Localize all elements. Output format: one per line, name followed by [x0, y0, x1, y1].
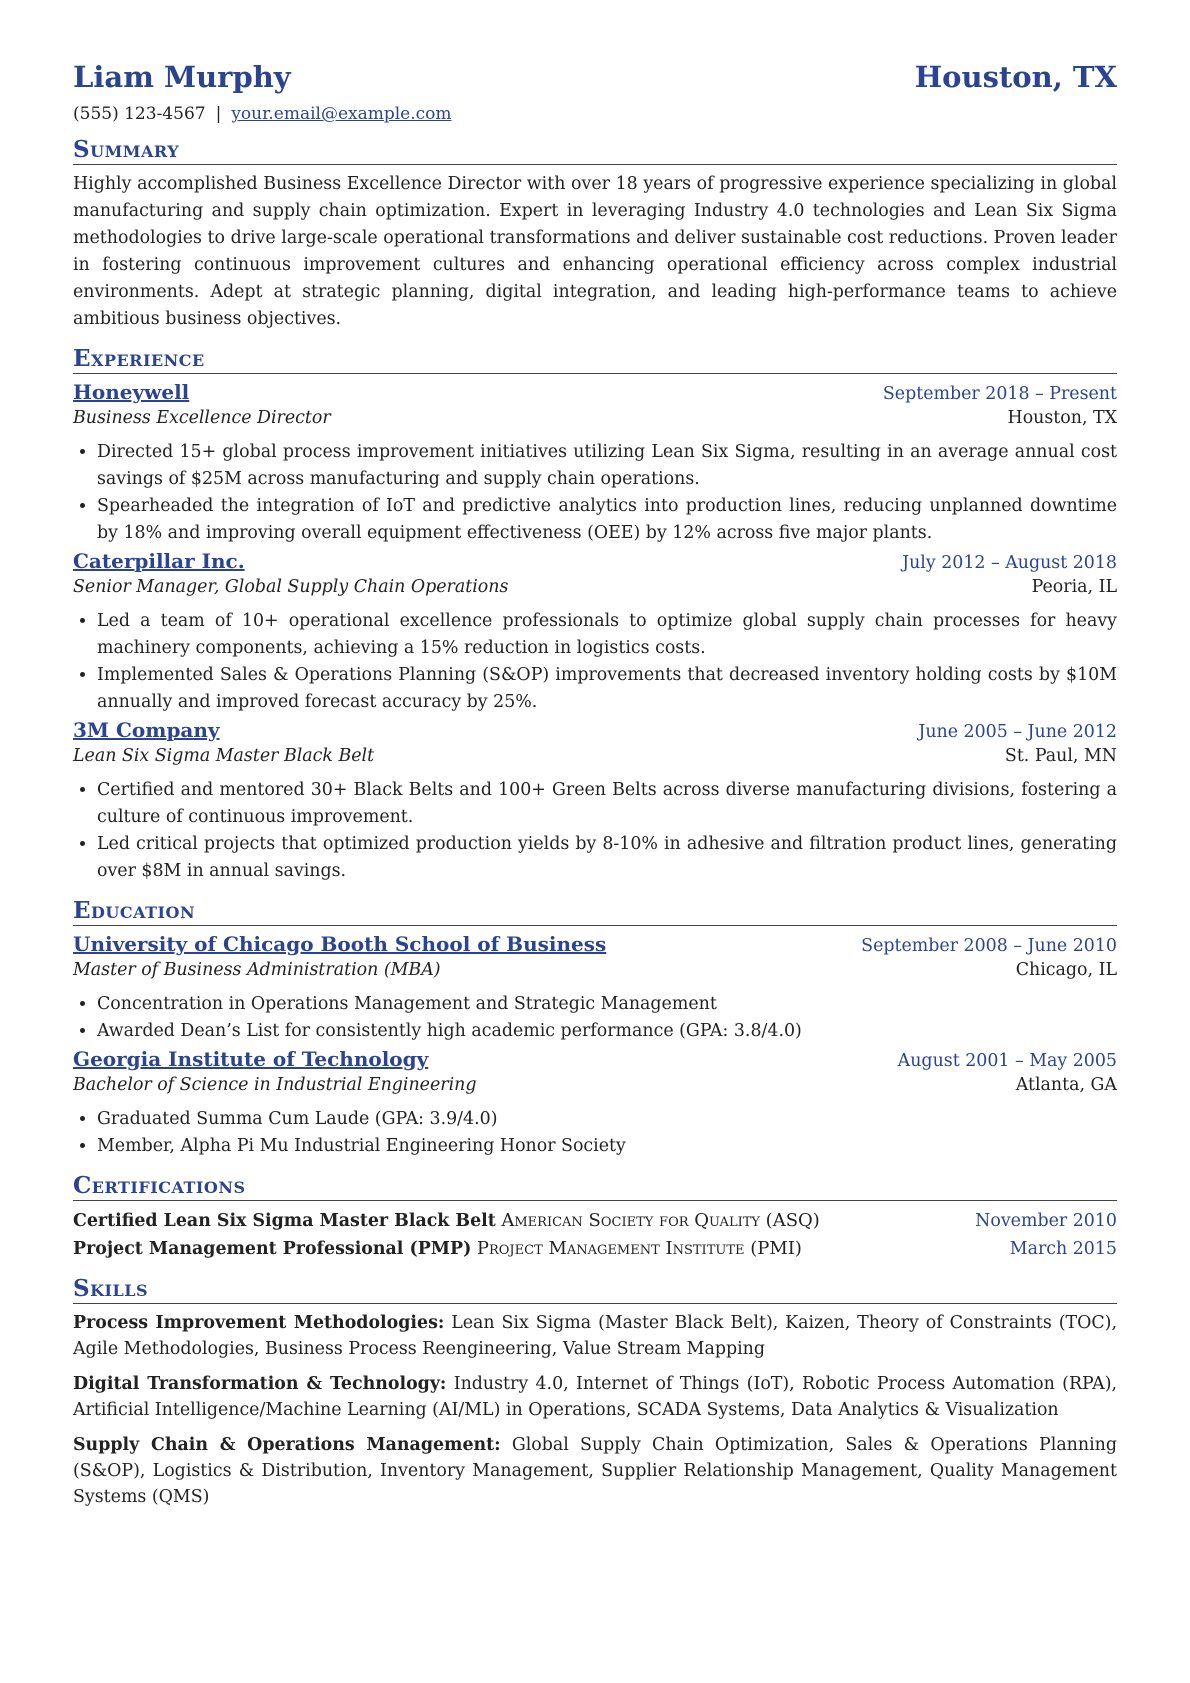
certification-date: November 2010 [975, 1211, 1117, 1231]
list-item: • Led a team of 10+ operational excellence professionals to optimize global supply chain processes for heavy machinery components, achieving a 15% reduction in logistics costs. [97, 608, 1117, 662]
summary-heading: Summary [73, 136, 1117, 165]
employer-link[interactable]: Caterpillar Inc. [73, 549, 245, 573]
candidate-location: Houston, TX [914, 60, 1117, 94]
achievement-list [73, 439, 1117, 547]
school-location: Chicago, IL [1015, 960, 1117, 980]
school-link[interactable]: Georgia Institute of Technology [73, 1047, 429, 1071]
phone-number: (555) 123-4567 [73, 104, 206, 124]
school-location: Atlanta, GA [1015, 1075, 1117, 1095]
education-details-list [73, 991, 1117, 1045]
contact-line [73, 104, 1117, 124]
job-location: Peoria, IL [1031, 577, 1117, 597]
skills-heading: Skills [73, 1275, 1117, 1304]
skill-group-label: Supply Chain & Operations Management: [73, 1435, 501, 1455]
job-location: Houston, TX [1007, 408, 1117, 428]
employer-link[interactable]: 3M Company [73, 718, 220, 742]
certifications-heading: Certifications [73, 1172, 1117, 1201]
skill-group-label: Process Improvement Methodologies: [73, 1313, 445, 1333]
job-title: Business Excellence Director [73, 408, 331, 428]
job-location: St. Paul, MN [1004, 746, 1117, 766]
list-item: • Concentration in Operations Management and Strategic Management [97, 991, 1117, 1018]
employer-link[interactable]: Honeywell [73, 380, 190, 404]
education-heading: Education [73, 897, 1117, 926]
education-details-list [73, 1106, 1117, 1160]
school-link[interactable]: University of Chicago Booth School of Business [73, 932, 607, 956]
skill-group-label: Digital Transformation & Technology: [73, 1374, 447, 1394]
certification-issuer: Project Management Institute (PMI) [476, 1238, 802, 1259]
list-item: • Certified and mentored 30+ Black Belts and 100+ Green Belts across diverse manufacturing divisions, fostering a culture of continuous improvement. [97, 777, 1117, 831]
skill-group [73, 1432, 1117, 1510]
certification-date: March 2015 [1009, 1239, 1117, 1259]
skill-group [73, 1371, 1117, 1423]
skill-group-text: Global Supply Chain Optimization, Sales & Operations Planning (S&OP), Logistics & Distribution, Inventory Management, Supplier Relationship Management, Quality Management Systems (QMS) [73, 1435, 1117, 1507]
summary-text: Highly accomplished Business Excellence Director with over 18 years of progressive experience specializing in global manufacturing and supply chain optimization. Expert in leveraging Industry 4.0 technologies and Lean Six Sigma methodologies to drive large-scale operational transformations and deliver sustainable cost reductions. Proven leader in fostering continuous improvement cultures and enhancing operational efficiency across complex industrial environments. Adept at strategic planning, digital integration, and leading high-performance teams to achieve ambitious business objectives. [73, 174, 1117, 329]
degree-title: Master of Business Administration (MBA) [73, 960, 441, 980]
skill-group-text: Lean Six Sigma (Master Black Belt), Kaizen, Theory of Constraints (TOC), Agile Methodologies, Business Process Reengineering, Value Stream Mapping [73, 1313, 1117, 1359]
certification-row [73, 1207, 1117, 1235]
experience-heading: Experience [73, 345, 1117, 374]
list-item: • Graduated Summa Cum Laude (GPA: 3.9/4.0) [97, 1106, 1117, 1133]
list-item: • Awarded Dean’s List for consistently high academic performance (GPA: 3.8/4.0) [97, 1018, 1117, 1045]
list-item: • Implemented Sales & Operations Planning (S&OP) improvements that decreased inventory holding costs by $10M annually and improved forecast accuracy by 25%. [97, 662, 1117, 716]
experience-entry [73, 549, 1117, 716]
candidate-name: Liam Murphy [73, 60, 291, 94]
degree-title: Bachelor of Science in Industrial Engineering [73, 1075, 477, 1095]
email-link[interactable]: your.email@example.com [231, 104, 452, 124]
list-item: • Led critical projects that optimized production yields by 8-10% in adhesive and filtration product lines, generating over $8M in annual savings. [97, 831, 1117, 885]
experience-entry [73, 718, 1117, 885]
employment-dates: September 2018 – Present [882, 384, 1117, 404]
resume-header [73, 60, 1117, 94]
employment-dates: June 2005 – June 2012 [918, 722, 1117, 742]
certification-name: Project Management Professional (PMP) [73, 1239, 472, 1259]
skill-group-text: Industry 4.0, Internet of Things (IoT), Robotic Process Automation (RPA), Artificial Intelligence/Machine Learning (AI/ML) in Operations, SCADA Systems, Data Analytics & Visualization [73, 1374, 1118, 1420]
employment-dates: July 2012 – August 2018 [902, 553, 1117, 573]
job-title: Senior Manager, Global Supply Chain Operations [73, 577, 509, 597]
skill-group [73, 1310, 1117, 1362]
achievement-list [73, 608, 1117, 716]
list-item: • Spearheaded the integration of IoT and predictive analytics into production lines, reducing unplanned downtime by 18% and improving overall equipment effectiveness (OEE) by 12% across five major plants. [97, 493, 1117, 547]
job-title: Lean Six Sigma Master Black Belt [73, 746, 375, 766]
achievement-list [73, 777, 1117, 885]
list-item: • Directed 15+ global process improvement initiatives utilizing Lean Six Sigma, resulting in an average annual cost savings of $25M across manufacturing and supply chain operations. [97, 439, 1117, 493]
study-dates: August 2001 – May 2005 [897, 1051, 1117, 1071]
list-item: • Member, Alpha Pi Mu Industrial Engineering Honor Society [97, 1133, 1117, 1160]
education-entry [73, 1047, 1117, 1160]
education-entry [73, 932, 1117, 1045]
certification-row [73, 1235, 1117, 1263]
certification-issuer: American Society for Quality (ASQ) [501, 1210, 820, 1231]
study-dates: September 2008 – June 2010 [861, 936, 1117, 956]
experience-entry [73, 380, 1117, 547]
certification-name: Certified Lean Six Sigma Master Black Belt [73, 1211, 496, 1231]
contact-separator: | [215, 104, 222, 124]
